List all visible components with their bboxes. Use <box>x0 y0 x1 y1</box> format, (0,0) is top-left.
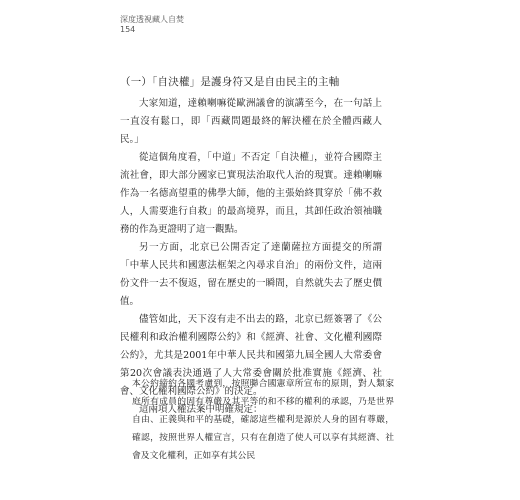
block-quote <box>132 375 394 465</box>
paragraph: 另一方面，北京已公開否定了達蘭薩拉方面提交的所謂「中華人民共和國憲法框架之內尋求自治」的兩份文件，這兩份文件一去不復返，留在歷史的一瞬間，自然就失去了歷史價值。 <box>120 242 382 307</box>
paragraph: 這兩項人權法案中明確規定： <box>139 404 263 415</box>
section-heading: （一）「自決權」是護身符又是自由民主的主軸 <box>120 76 340 88</box>
body-text <box>120 95 382 419</box>
paragraph: 儘管如此，天下沒有走不出去的路，北京已經簽署了《公民權利和政治權利國際公約》和《經濟、社會、文化權利國際公約》，尤其是2001年中華人民共和國第九屆全國人大常委會第20次會議表決通過了人大常委會關於批准實施《經濟、社會、文化權利國際公約》的決定。 <box>120 314 382 397</box>
running-header <box>120 15 184 35</box>
running-title: 深度透視藏人自焚 <box>120 15 184 24</box>
quote-text: 本公約締約各國考慮到，按照聯合國憲章所宣布的原則，對人類家庭所有成員的固有尊嚴及其平等的和不移的權利的承認，乃是世界自由、正義與和平的基礎，確認這些權利是源於人身的固有尊嚴，確認，按照世界人權宣言，只有在創造了使人可以享有其經濟、社會及文化權利，正如享有其公民 <box>132 379 394 461</box>
paragraph: 大家知道，達賴喇嘛從歐洲議會的演講至今，在一句話上一直沒有鬆口，即「西藏問題最終的解決權在於全體西藏人民。」 <box>120 98 382 145</box>
paragraph: 從這個角度看，「中道」不否定「自決權」，並符合國際主流社會，即大部分國家已實現法治取代人治的現實。達賴喇嘛作為一名德高望重的佛學大師，他的主張始終貫穿於「佛不救人，人需要進行自救」的最高境界，而且，其卸任政治領袖職務的作為更證明了這一觀點。 <box>120 152 382 235</box>
page-number: 154 <box>120 25 136 34</box>
